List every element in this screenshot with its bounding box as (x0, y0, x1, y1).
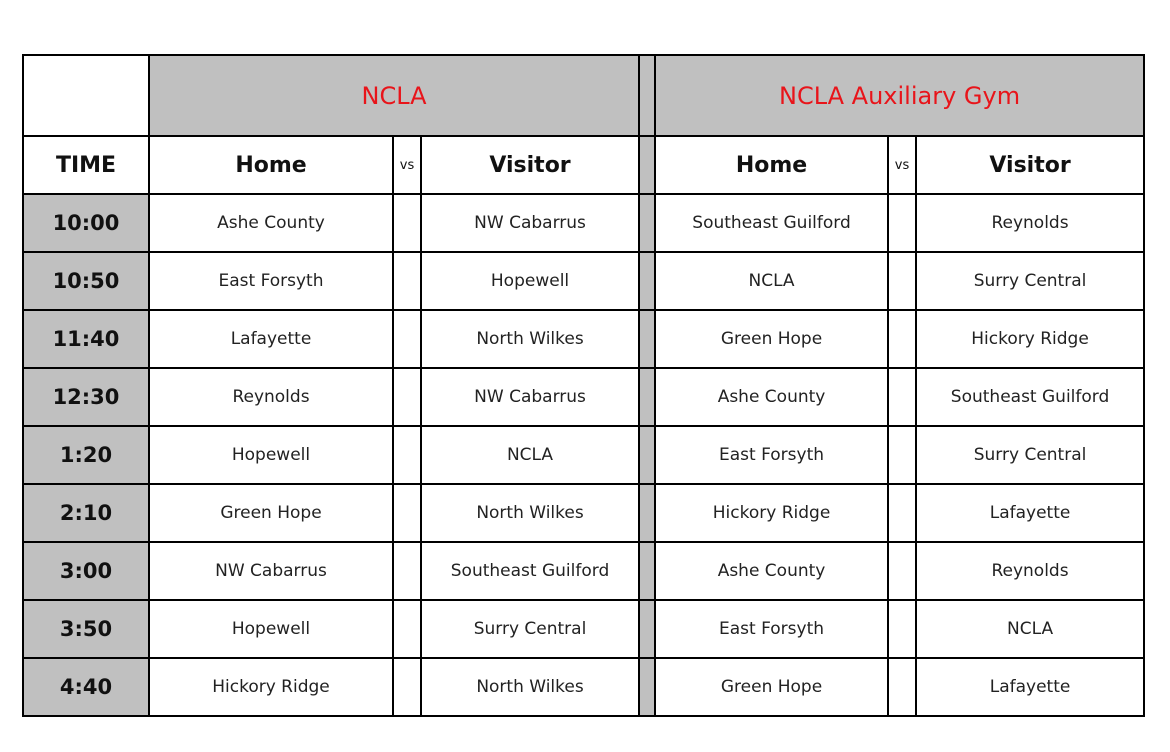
home-team-cell: NW Cabarrus (149, 542, 393, 600)
visitor-team-cell: NCLA (916, 600, 1144, 658)
divider (639, 484, 655, 542)
vs-cell (888, 368, 916, 426)
vs-cell (888, 542, 916, 600)
visitor-team-cell: Reynolds (916, 194, 1144, 252)
visitor-team-cell: Surry Central (916, 426, 1144, 484)
divider (639, 194, 655, 252)
vs-cell (393, 600, 421, 658)
table-row (23, 252, 1144, 310)
visitor-team-cell: Southeast Guilford (421, 542, 639, 600)
table-row (23, 542, 1144, 600)
vs-cell (393, 658, 421, 716)
header-vs: vs (888, 136, 916, 194)
vs-cell (393, 252, 421, 310)
divider (639, 426, 655, 484)
table-row (23, 426, 1144, 484)
home-team-cell: Hickory Ridge (149, 658, 393, 716)
vs-cell (393, 484, 421, 542)
visitor-team-cell: Southeast Guilford (916, 368, 1144, 426)
divider (639, 136, 655, 194)
visitor-team-cell: Surry Central (421, 600, 639, 658)
visitor-team-cell: Surry Central (916, 252, 1144, 310)
home-team-cell: NCLA (655, 252, 888, 310)
vs-cell (888, 252, 916, 310)
visitor-team-cell: Hickory Ridge (916, 310, 1144, 368)
time-cell: 3:50 (23, 600, 149, 658)
column-header-row (23, 136, 1144, 194)
visitor-team-cell: Reynolds (916, 542, 1144, 600)
divider (639, 55, 655, 136)
table-row (23, 194, 1144, 252)
visitor-team-cell: NW Cabarrus (421, 194, 639, 252)
time-cell: 2:10 (23, 484, 149, 542)
venue-auxiliary-gym: NCLA Auxiliary Gym (655, 55, 1144, 136)
schedule-table (22, 54, 1145, 717)
table-row (23, 368, 1144, 426)
time-cell: 4:40 (23, 658, 149, 716)
divider (639, 600, 655, 658)
vs-cell (393, 194, 421, 252)
table-row (23, 310, 1144, 368)
header-vs: vs (393, 136, 421, 194)
visitor-team-cell: Hopewell (421, 252, 639, 310)
header-visitor: Visitor (916, 136, 1144, 194)
vs-cell (393, 426, 421, 484)
corner-cell (23, 55, 149, 136)
vs-cell (393, 542, 421, 600)
visitor-team-cell: Lafayette (916, 658, 1144, 716)
header-visitor: Visitor (421, 136, 639, 194)
visitor-team-cell: NW Cabarrus (421, 368, 639, 426)
divider (639, 252, 655, 310)
divider (639, 658, 655, 716)
venue-ncla: NCLA (149, 55, 639, 136)
divider (639, 368, 655, 426)
home-team-cell: Lafayette (149, 310, 393, 368)
vs-cell (393, 310, 421, 368)
time-cell: 10:50 (23, 252, 149, 310)
header-time: TIME (23, 136, 149, 194)
table-row (23, 600, 1144, 658)
home-team-cell: Hickory Ridge (655, 484, 888, 542)
visitor-team-cell: North Wilkes (421, 484, 639, 542)
home-team-cell: Ashe County (655, 542, 888, 600)
time-cell: 1:20 (23, 426, 149, 484)
visitor-team-cell: North Wilkes (421, 658, 639, 716)
home-team-cell: Hopewell (149, 600, 393, 658)
vs-cell (888, 194, 916, 252)
home-team-cell: Green Hope (655, 658, 888, 716)
vs-cell (888, 658, 916, 716)
home-team-cell: Green Hope (655, 310, 888, 368)
time-cell: 3:00 (23, 542, 149, 600)
header-home: Home (655, 136, 888, 194)
vs-cell (888, 426, 916, 484)
header-home: Home (149, 136, 393, 194)
divider (639, 310, 655, 368)
home-team-cell: Hopewell (149, 426, 393, 484)
time-cell: 11:40 (23, 310, 149, 368)
home-team-cell: East Forsyth (655, 426, 888, 484)
venue-header-row (23, 55, 1144, 136)
visitor-team-cell: North Wilkes (421, 310, 639, 368)
home-team-cell: Ashe County (655, 368, 888, 426)
home-team-cell: Southeast Guilford (655, 194, 888, 252)
vs-cell (888, 310, 916, 368)
home-team-cell: Green Hope (149, 484, 393, 542)
home-team-cell: East Forsyth (149, 252, 393, 310)
vs-cell (888, 600, 916, 658)
vs-cell (393, 368, 421, 426)
divider (639, 542, 655, 600)
visitor-team-cell: Lafayette (916, 484, 1144, 542)
home-team-cell: Ashe County (149, 194, 393, 252)
home-team-cell: Reynolds (149, 368, 393, 426)
table-row (23, 658, 1144, 716)
home-team-cell: East Forsyth (655, 600, 888, 658)
table-row (23, 484, 1144, 542)
visitor-team-cell: NCLA (421, 426, 639, 484)
time-cell: 12:30 (23, 368, 149, 426)
time-cell: 10:00 (23, 194, 149, 252)
vs-cell (888, 484, 916, 542)
